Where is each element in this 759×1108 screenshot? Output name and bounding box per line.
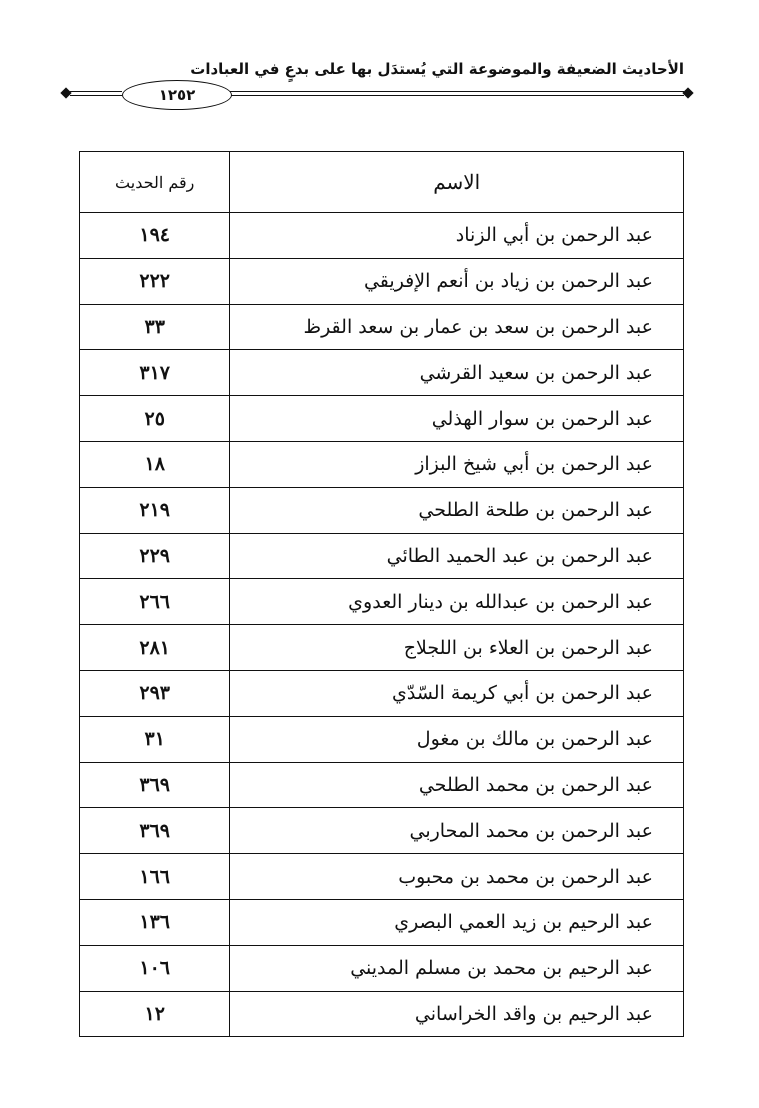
narrator-name: عبد الرحيم بن واقد الخراساني (230, 991, 684, 1037)
narrator-name: عبد الرحمن بن أبي شيخ البزاز (230, 441, 684, 487)
narrator-name: عبد الرحمن بن طلحة الطلحي (230, 487, 684, 533)
hadith-number: ١٨ (80, 441, 230, 487)
table-row (80, 579, 684, 625)
header-rule-left-2 (70, 95, 122, 96)
table-row (80, 762, 684, 808)
narrator-name: عبد الرحمن بن زياد بن أنعم الإفريقي (230, 258, 684, 304)
narrator-name: عبد الرحمن بن محمد المحاربي (230, 808, 684, 854)
hadith-number: ٣١ (80, 716, 230, 762)
hadith-number: ٢٩٣ (80, 670, 230, 716)
hadith-number: ١٩٤ (80, 213, 230, 259)
running-title: الأحاديث الضعيفة والموضوعة التي يُستدَل بها على بدعٍ في العبادات (190, 60, 684, 78)
table-header-row (80, 152, 684, 213)
index-table (79, 151, 684, 1037)
column-header-name: الاسم (230, 152, 684, 213)
hadith-number: ٢٢٩ (80, 533, 230, 579)
table-row (80, 625, 684, 671)
table-row (80, 213, 684, 259)
narrator-name: عبد الرحمن بن أبي الزناد (230, 213, 684, 259)
narrator-name: عبد الرحمن بن سوار الهذلي (230, 396, 684, 442)
hadith-number: ٣٦٩ (80, 762, 230, 808)
table-row (80, 945, 684, 991)
table-row (80, 991, 684, 1037)
narrator-name: عبد الرحمن بن عبد الحميد الطائي (230, 533, 684, 579)
narrator-name: عبد الرحمن بن سعد بن عمار بن سعد القرظ (230, 304, 684, 350)
narrator-name: عبد الرحمن بن العلاء بن اللجلاج (230, 625, 684, 671)
table-row (80, 899, 684, 945)
table-row (80, 716, 684, 762)
hadith-number: ٣٦٩ (80, 808, 230, 854)
header-rule-left (70, 91, 122, 92)
table-row (80, 854, 684, 900)
hadith-number: ١٦٦ (80, 854, 230, 900)
table-row (80, 670, 684, 716)
table-row (80, 304, 684, 350)
hadith-number: ١٠٦ (80, 945, 230, 991)
narrator-name: عبد الرحمن بن محمد الطلحي (230, 762, 684, 808)
hadith-number: ١٢ (80, 991, 230, 1037)
table-row (80, 808, 684, 854)
hadith-number: ٣٣ (80, 304, 230, 350)
left-diamond-ornament (60, 87, 71, 98)
right-diamond-ornament (682, 87, 693, 98)
table-row (80, 487, 684, 533)
narrator-name: عبد الرحيم بن محمد بن مسلم المديني (230, 945, 684, 991)
hadith-number: ٢٥ (80, 396, 230, 442)
table-row (80, 350, 684, 396)
table-row (80, 441, 684, 487)
narrator-name: عبد الرحيم بن زيد العمي البصري (230, 899, 684, 945)
hadith-number: ٢٢٢ (80, 258, 230, 304)
hadith-number: ٢٨١ (80, 625, 230, 671)
narrator-name: عبد الرحمن بن عبدالله بن دينار العدوي (230, 579, 684, 625)
hadith-number: ٣١٧ (80, 350, 230, 396)
page-number: ١٢٥٢ (122, 80, 232, 110)
narrator-name: عبد الرحمن بن أبي كريمة السّدّي (230, 670, 684, 716)
table-row (80, 396, 684, 442)
header-rule-right (230, 91, 684, 92)
page-header (62, 58, 692, 102)
narrator-name: عبد الرحمن بن سعيد القرشي (230, 350, 684, 396)
narrator-name: عبد الرحمن بن محمد بن محبوب (230, 854, 684, 900)
hadith-number: ١٣٦ (80, 899, 230, 945)
hadith-number: ٢٦٦ (80, 579, 230, 625)
hadith-number: ٢١٩ (80, 487, 230, 533)
header-rule-right-2 (230, 95, 684, 96)
column-header-number: رقم الحديث (80, 152, 230, 213)
table-row (80, 533, 684, 579)
narrator-name: عبد الرحمن بن مالك بن مغول (230, 716, 684, 762)
table-row (80, 258, 684, 304)
